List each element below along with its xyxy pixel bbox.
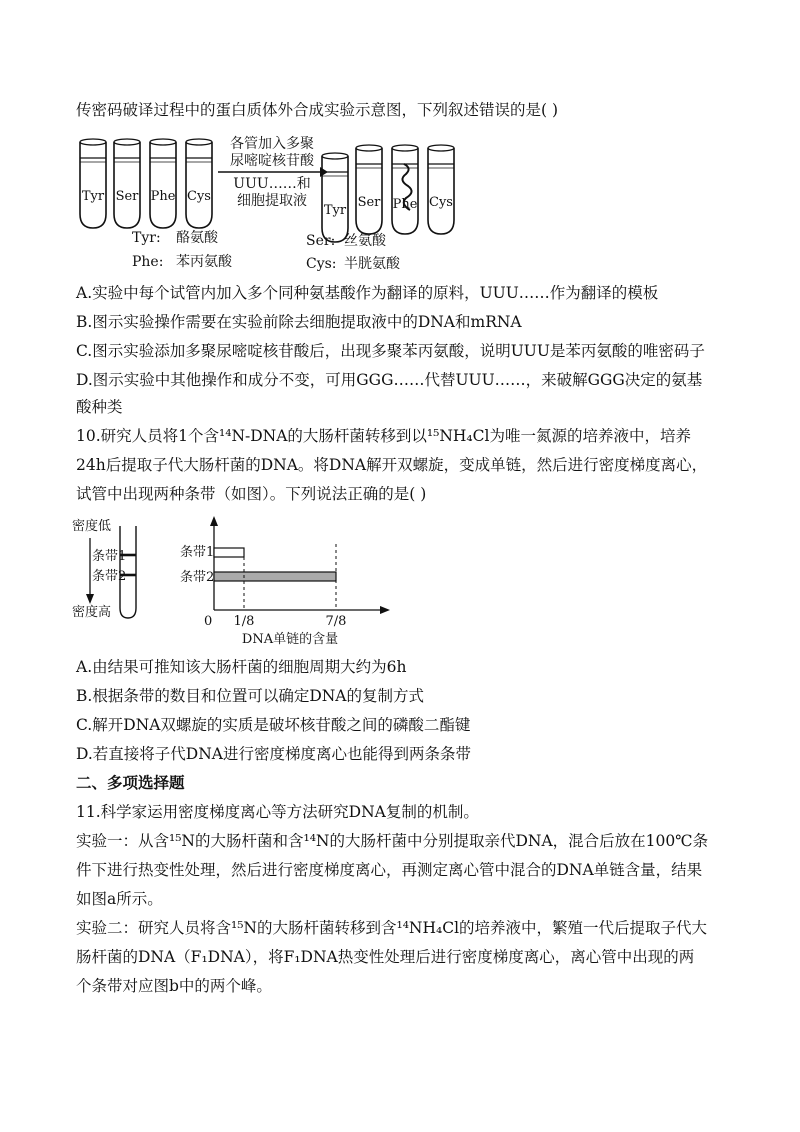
- legend-name: 苯丙氨酸: [176, 254, 232, 270]
- band-label: 条带2: [180, 570, 215, 585]
- arrow-down-icon: [86, 594, 94, 604]
- legend-abbr: Cys:: [306, 256, 337, 272]
- q10-option-a: A.由结果可推知该大肠杆菌的细胞周期大约为6h: [76, 658, 407, 676]
- tube-label: Tyr: [81, 189, 105, 204]
- x-axis-label: DNA单链的含量: [241, 632, 339, 647]
- q10-stem-line: 10.研究人员将1个含¹⁴N-DNA的大肠杆菌转移到以¹⁵NH₄Cl为唯一氮源的培养液中，培养: [76, 427, 691, 445]
- tube-group-before: [80, 139, 212, 228]
- arrow-label: UUU……和: [233, 176, 311, 192]
- tube-label: Ser: [357, 195, 381, 210]
- q9-option-c: C.图示实验添加多聚尿嘧啶核苷酸后，出现多聚苯丙氨酸，说明UUU是苯丙氨酸的唯密码子: [76, 342, 705, 360]
- x-tick-label: 1/8: [233, 614, 255, 629]
- legend-name: 丝氨酸: [344, 233, 386, 249]
- q9-stem: 传密码破译过程中的蛋白质体外合成实验示意图，下列叙述错误的是( ): [76, 101, 559, 119]
- arrow-label: 细胞提取液: [237, 193, 307, 209]
- section-heading: 二、多项选择题: [76, 774, 185, 792]
- legend-name: 酪氨酸: [176, 230, 218, 246]
- centrifuge-tube: [72, 518, 136, 620]
- q10-option-c: C.解开DNA双螺旋的实质是破坏核苷酸之间的磷酸二酯键: [76, 716, 471, 734]
- band-content-chart: [180, 516, 390, 647]
- tube-label: Phe: [392, 197, 418, 212]
- tube-label: Cys: [187, 189, 211, 204]
- q11-line: 个条带对应图b中的两个峰。: [76, 977, 272, 995]
- q11-line: 如图a所示。: [76, 890, 163, 908]
- tube-label: Phe: [150, 189, 176, 204]
- legend-name: 半胱氨酸: [344, 256, 400, 272]
- tube-label: Ser: [115, 189, 139, 204]
- density-low-label: 密度低: [72, 519, 112, 534]
- band-label: 条带1: [180, 545, 215, 560]
- band-2-bar: [214, 572, 336, 581]
- band-label: 条带2: [92, 569, 127, 584]
- q9-option-b: B.图示实验操作需要在实验前除去细胞提取液中的DNA和mRNA: [76, 313, 522, 331]
- band-label: 条带1: [92, 549, 127, 564]
- q11-line: 件下进行热变性处理，然后进行密度梯度离心，再测定离心管中混合的DNA单链含量，结果: [76, 861, 703, 879]
- q10-stem-line: 24h后提取子代大肠杆菌的DNA。将DNA解开双螺旋，变成单链，然后进行密度梯度离心，: [76, 456, 708, 474]
- q10-stem-line: 试管中出现两种条带（如图）。下列说法正确的是( ): [76, 485, 427, 503]
- legend-abbr: Tyr:: [132, 230, 161, 246]
- axis-origin-label: 0: [204, 614, 213, 629]
- q11-line: 实验二：研究人员将含¹⁵N的大肠杆菌转移到含¹⁴NH₄Cl的培养液中，繁殖一代后提取子代大: [76, 919, 708, 937]
- arrow-label: 各管加入多聚: [230, 136, 314, 152]
- x-tick-label: 7/8: [325, 614, 347, 629]
- tube-label: Tyr: [323, 203, 347, 218]
- q9-option-d-cont: 酸种类: [76, 398, 123, 416]
- arrow-label: 尿嘧啶核苷酸: [230, 153, 314, 169]
- q10-option-b: B.根据条带的数目和位置可以确定DNA的复制方式: [76, 687, 425, 705]
- tube-group-after: [322, 145, 454, 242]
- q11-line: 实验一：从含¹⁵N的大肠杆菌和含¹⁴N的大肠杆菌中分别提取亲代DNA，混合后放在100℃条: [76, 832, 709, 850]
- q10-band-figure: [70, 512, 400, 652]
- q11-line: 11.科学家运用密度梯度离心等方法研究DNA复制的机制。: [76, 803, 479, 821]
- q9-option-a: A.实验中每个试管内加入多个同种氨基酸作为翻译的原料，UUU……作为翻译的模板: [76, 284, 659, 302]
- density-high-label: 密度高: [72, 605, 112, 620]
- tube-label: Cys: [429, 195, 453, 210]
- amino-acid-legend: [132, 230, 401, 272]
- legend-abbr: Ser:: [306, 233, 336, 249]
- q9-option-d: D.图示实验中其他操作和成分不变，可用GGG……代替UUU……，来破解GGG决定的氨基: [76, 371, 703, 389]
- band-1-bar: [214, 548, 244, 557]
- q11-line: 肠杆菌的DNA（F₁DNA），将F₁DNA热变性处理后进行密度梯度离心，离心管中出现的两: [76, 948, 695, 966]
- q9-tube-figure: [76, 128, 466, 278]
- process-arrow: [218, 136, 328, 209]
- q10-option-d: D.若直接将子代DNA进行密度梯度离心也能得到两条条带: [76, 745, 471, 763]
- legend-abbr: Phe:: [132, 254, 164, 270]
